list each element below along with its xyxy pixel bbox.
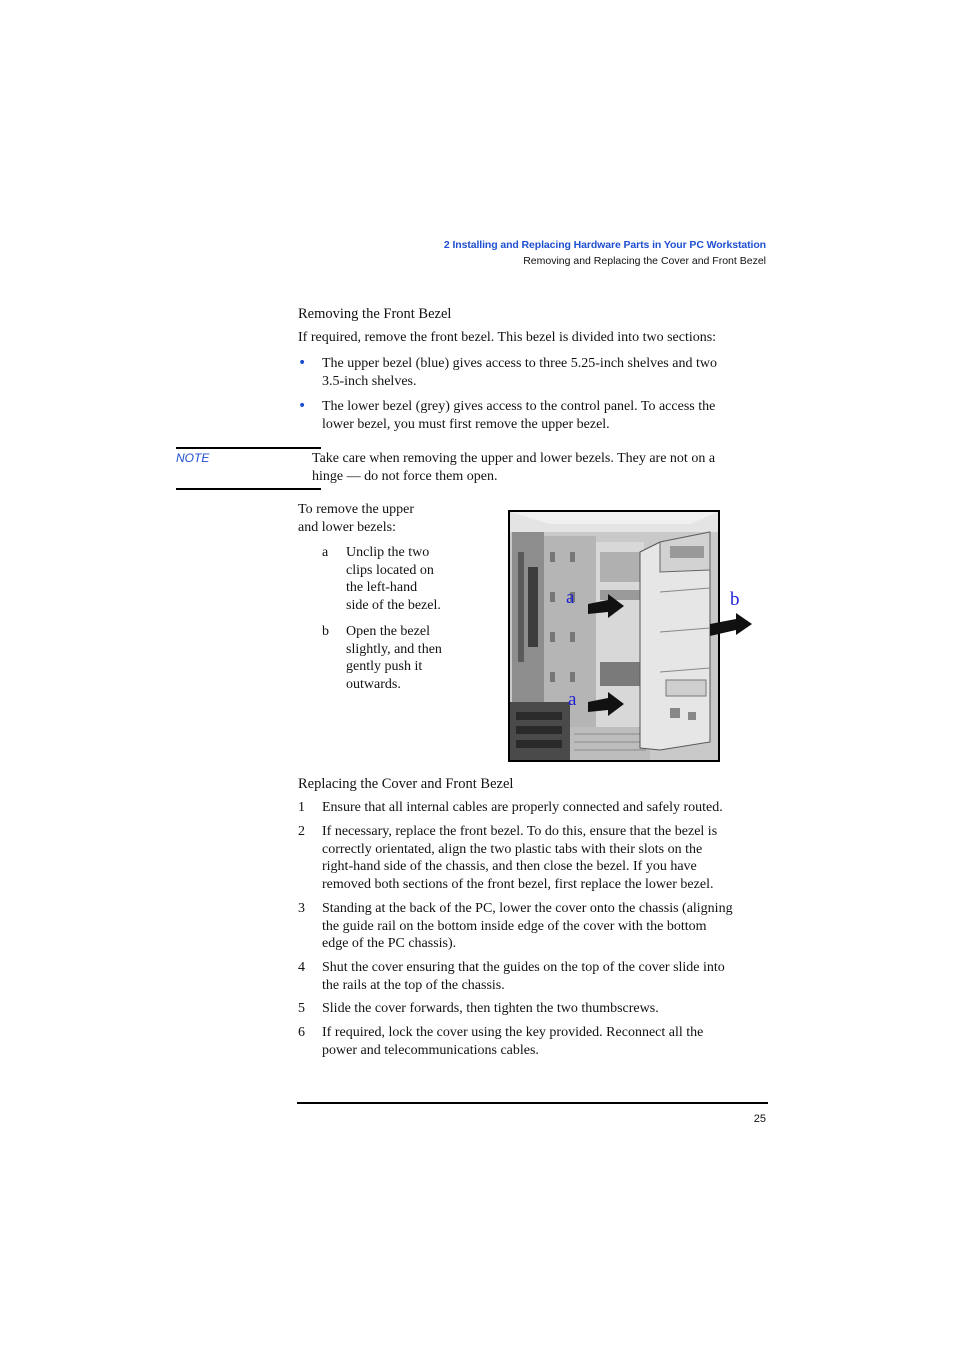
heading-replacing-cover: Replacing the Cover and Front Bezel: [298, 776, 514, 792]
step-number: 5: [298, 1001, 305, 1016]
replace-step-1: Ensure that all internal cables are properly connected and safely routed.: [322, 800, 723, 815]
page-number: 25: [753, 1113, 766, 1125]
step-number: 1: [298, 800, 305, 815]
intro-paragraph: If required, remove the front bezel. This bezel is divided into two sections:: [298, 330, 717, 345]
step-number: 2: [298, 824, 305, 839]
bullet-marker: •: [298, 398, 307, 414]
pc-chassis-drawing: [510, 512, 718, 760]
replace-step-6: If required, lock the cover using the key provided. Reconnect all the power and telecommunications cables.: [322, 1025, 704, 1058]
heading-removing-front-bezel: Removing the Front Bezel: [298, 306, 452, 322]
step-marker-a: a: [322, 545, 329, 560]
step-a-text: Unclip the two clips located on the left-hand side of the bezel.: [346, 545, 441, 613]
replace-step-2: If necessary, replace the front bezel. To do this, ensure that the bezel is correctly orientated, align the two plastic tabs with their slots on the right-hand side of the chassis, and then close the bezel. If you have removed both sections of the front bezel, first replace the lower bezel.: [322, 824, 718, 892]
step-marker-b: b: [322, 624, 329, 639]
note-bottom-rule: [176, 488, 321, 490]
step-b-text: Open the bezel slightly, and then gently push it outwards.: [346, 624, 442, 692]
bullet-item-upper-bezel: The upper bezel (blue) gives access to three 5.25-inch shelves and two 3.5-inch shelves.: [322, 356, 717, 389]
running-header-chapter: 2 Installing and Replacing Hardware Parts in Your PC Workstation: [443, 239, 766, 251]
step-number: 3: [298, 901, 305, 916]
arrow-b-icon: [708, 612, 754, 640]
replace-step-4: Shut the cover ensuring that the guides on the top of the cover slide into the rails at the top of the chassis.: [322, 960, 725, 993]
callout-a-bottom: a: [568, 689, 577, 710]
footer-rule: [297, 1102, 768, 1104]
bullet-marker: •: [298, 355, 307, 371]
note-text: Take care when removing the upper and lower bezels. They are not on a hinge — do not force them open.: [312, 451, 716, 484]
callout-a-top: a: [566, 587, 575, 608]
replace-step-5: Slide the cover forwards, then tighten the two thumbscrews.: [322, 1001, 659, 1016]
callout-b: b: [730, 589, 740, 610]
bullet-item-lower-bezel: The lower bezel (grey) gives access to the control panel. To access the lower bezel, you must first remove the upper bezel.: [322, 399, 716, 432]
replace-step-3: Standing at the back of the PC, lower the cover onto the chassis (aligning the guide rail on the bottom inside edge of the cover with the bottom edge of the PC chassis).: [322, 901, 733, 951]
note-top-rule: [176, 447, 321, 449]
running-header-section: Removing and Replacing the Cover and Front Bezel: [523, 255, 766, 267]
note-label: NOTE: [176, 451, 210, 465]
step-number: 6: [298, 1025, 305, 1040]
procedure-intro: To remove the upper and lower bezels:: [298, 502, 415, 535]
step-number: 4: [298, 960, 305, 975]
bezel-removal-illustration: [508, 510, 720, 762]
